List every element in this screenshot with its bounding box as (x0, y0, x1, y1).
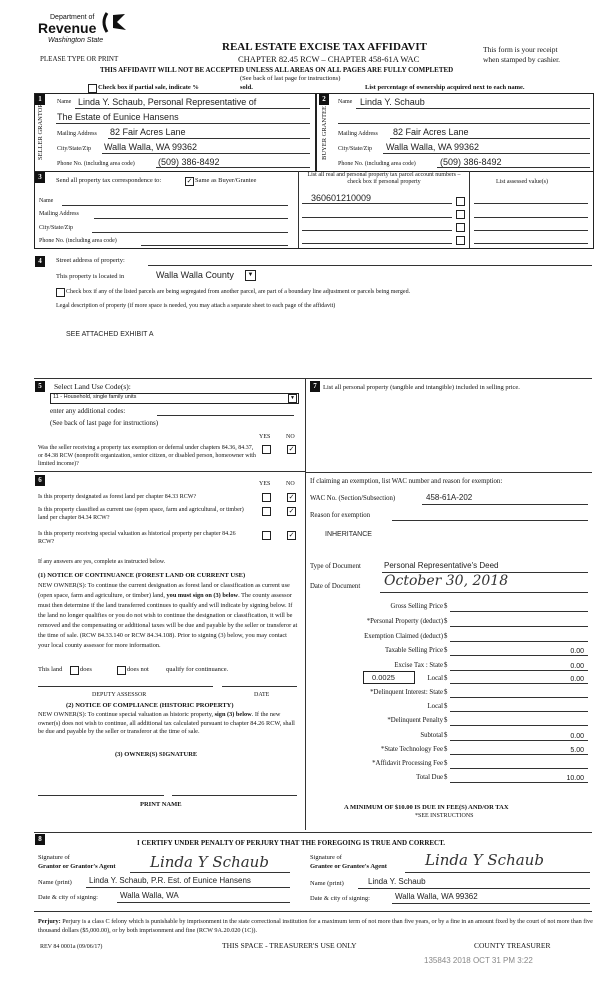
minimum-due-note: A MINIMUM OF $10.00 IS DUE IN FEE(S) AND/OR TAX (344, 804, 509, 811)
logo-line3: Washington State (48, 37, 104, 44)
tax-row-value: 5.00 (570, 747, 584, 754)
land-use-value: 11 - Household, single family units (53, 394, 137, 400)
historic-yes-checkbox[interactable] (262, 531, 271, 540)
section-number-5: 5 (35, 381, 45, 392)
parcel-header: List all real and personal property tax parcel account numbers – check box if personal property (307, 172, 461, 185)
tax-row-label: Subtotal (420, 732, 443, 739)
seller-mail[interactable]: 82 Fair Acres Lane (110, 127, 186, 137)
same-as-buyer-checkbox[interactable]: ✓ (186, 177, 193, 185)
tax-row-label: *State Technology Fee (380, 746, 443, 753)
seller-mail-label: Mailing Address (57, 131, 97, 137)
tax-row-value: 0.00 (570, 733, 584, 740)
completion-warning: THIS AFFIDAVIT WILL NOT BE ACCEPTED UNLESS ALL AREAS ON ALL PAGES ARE FULLY COMPLETED (100, 66, 454, 74)
sold-label: sold. (240, 84, 253, 91)
grantee-signature[interactable]: Linda Y Schaub (425, 851, 544, 869)
dollar-sign: $ (444, 603, 448, 610)
tax-row-label: Taxable Selling Price (384, 647, 443, 654)
section-number-2: 2 (319, 94, 329, 105)
does-not-qualify-checkbox[interactable] (117, 666, 126, 675)
dollar-sign: $ (444, 717, 448, 724)
section-number-4: 4 (35, 256, 45, 267)
buyer-name[interactable]: Linda Y. Schaub (360, 97, 425, 107)
dollar-sign: $ (444, 732, 448, 739)
tax-row-label: *Delinquent Interest: State (370, 689, 443, 696)
grantor-signature[interactable]: Linda Y Schaub (150, 853, 269, 871)
buyer-phone-label: Phone No. (including area code) (338, 161, 416, 167)
does-qualify-checkbox[interactable] (70, 666, 79, 675)
assessed-header: List assessed value(s) (496, 179, 548, 185)
tax-row-label: *Personal Property (deduct) (366, 618, 443, 625)
buyer-grantee-label: BUYER GRANTEE (321, 106, 328, 160)
county-select[interactable]: Walla Walla County (156, 270, 234, 280)
notice-text: NEW OWNER(S): To continue special valuation as historic property, (38, 711, 214, 718)
please-type: PLEASE TYPE OR PRINT (40, 55, 119, 63)
personal-property-checkbox[interactable] (456, 197, 465, 206)
logo-line2: Revenue (38, 20, 97, 36)
grantee-date-label: Date & city of signing: (310, 895, 370, 902)
claim-exemption-label: If claiming an exemption, list WAC number and reason for exemption: (310, 478, 503, 485)
section-number-8: 8 (35, 834, 45, 845)
exemption-reason[interactable]: INHERITANCE (325, 531, 372, 538)
same-as-buyer-label: Same as Buyer/Grantee (195, 177, 257, 184)
land-use-dropdown-arrow-icon[interactable]: ▼ (288, 394, 297, 403)
no-header: NO (286, 434, 295, 440)
dollar-sign: $ (444, 760, 448, 767)
personal-property-checkbox[interactable] (456, 236, 465, 245)
dollar-sign: $ (444, 703, 448, 710)
current-use-yes-checkbox[interactable] (262, 507, 271, 516)
signature-of-label: Signature of (310, 854, 342, 861)
buyer-name-label: Name (338, 99, 353, 105)
dollar-sign: $ (444, 689, 448, 696)
personal-property-label: List all personal property (tangible and intangible) included in selling price. (323, 384, 520, 391)
see-instructions-note: *SEE INSTRUCTIONS (415, 813, 474, 819)
county-treasurer-label: COUNTY TREASURER (474, 941, 551, 950)
does-not-label: does not (127, 666, 149, 673)
parcel-number[interactable]: 360601210009 (311, 193, 372, 203)
tax-row-field[interactable] (450, 670, 588, 671)
tax-row-value: 0.00 (570, 676, 584, 683)
qualify-label: qualify for continuance. (166, 666, 229, 673)
located-in-label: This property is located in (56, 273, 125, 280)
grantor-agent-label: Grantor or Grantor's Agent (38, 863, 116, 870)
receipt-note-2: when stamped by cashier. (483, 55, 561, 64)
land-use-select[interactable] (50, 393, 299, 404)
tax-row-value: 0.00 (570, 648, 584, 655)
grantor-date-label: Date & city of signing: (38, 894, 98, 901)
personal-property-checkbox[interactable] (456, 210, 465, 219)
land-use-instructions: (See back of last page for instructions) (50, 419, 159, 427)
owner-signature-line[interactable] (38, 795, 164, 796)
exemption-yes-checkbox[interactable] (262, 445, 271, 454)
dollar-sign: $ (444, 662, 448, 669)
street-address-label: Street address of property: (56, 257, 125, 264)
see-back-note: (See back of last page for instructions) (240, 75, 341, 82)
grantee-date-city[interactable]: Walla Walla, WA 99362 (395, 892, 478, 901)
tax-row-field[interactable] (450, 683, 588, 684)
form-chapter: CHAPTER 82.45 RCW – CHAPTER 458-61A WAC (238, 54, 420, 64)
tax-row-field[interactable] (450, 768, 588, 769)
section-number-3: 3 (35, 172, 45, 183)
corr-phone-label: Phone No. (including area code) (39, 238, 117, 244)
doc-type-label: Type of Document (310, 563, 361, 570)
tax-row-field[interactable] (450, 711, 588, 712)
section-number-6: 6 (35, 475, 45, 486)
tax-row-field[interactable] (450, 626, 588, 627)
grantor-name-label: Name (print) (38, 879, 72, 886)
document-type[interactable]: Personal Representative's Deed (384, 561, 499, 570)
document-date[interactable]: October 30, 2018 (384, 573, 509, 589)
grantee-name-label: Name (print) (310, 880, 344, 887)
tax-row-value: 10.00 (566, 775, 584, 782)
corr-mail-label: Mailing Address (39, 211, 79, 217)
section-number-7: 7 (310, 381, 320, 392)
tax-row-label: Total Due (416, 774, 443, 781)
seller-name-line1[interactable]: Linda Y. Schaub, Personal Representative of (78, 97, 257, 107)
wac-label: WAC No. (Section/Subsection) (310, 495, 396, 502)
notice-text: . The county assessor must then determine if the land transferred continues to qualify and will indicate by signing below. If the land no longer qualifies or you do not wish to continue the designation or classification, it will be removed and the compensating or additional taxes will be due and payable by the seller or transferor at the time of sale. (RCW 84.33.140 or RCW 84.34.108). Prior to signing (3) below, you may contact your local county assessor for more information. (38, 592, 298, 649)
land-use-label: Select Land Use Code(s): (54, 382, 131, 391)
tax-row-field[interactable] (450, 754, 588, 755)
yes-header: YES (259, 434, 271, 440)
tax-row-value: 0.00 (570, 663, 584, 670)
notice-continuance-text (38, 581, 300, 651)
dollar-sign: $ (444, 647, 448, 654)
additional-codes-label: enter any additional codes: (50, 407, 126, 415)
notice-emphasis: you must sign on (3) below (166, 592, 239, 599)
logo-line1: Department of (50, 14, 95, 21)
dollar-sign: $ (444, 618, 448, 625)
dollar-sign: $ (444, 774, 448, 781)
tax-row-label: Local (427, 675, 443, 682)
buyer-city[interactable]: Walla Walla, WA 99362 (386, 142, 480, 152)
owner-signature-line[interactable] (172, 795, 297, 796)
tax-row-label: *Affidavit Processing Fee (372, 760, 443, 767)
dollar-sign: $ (444, 633, 448, 640)
segregate-label: Check box if any of the listed parcels are being segregated from another parcel, are part of a boundary line adjustment or parcels being merged. (66, 289, 411, 295)
notice-text: NEW OWNER(S): To continue the current designation as forest land or classification as current use (open space, farm and agriculture, or timber) land, (38, 582, 290, 599)
personal-property-checkbox[interactable] (456, 223, 465, 232)
doc-date-label: Date of Document (310, 583, 361, 590)
grantor-print-name[interactable]: Linda Y. Schaub, P.R. Est. of Eunice Hansens (89, 876, 251, 885)
perjury-text: Perjury is a class C felony which is punishable by imprisonment in the state correctional institution for a maximum term of not more than five years, or by a fine in an amount fixed by the court of not more than five thousand dollars ($5,000.00), or by both imprisonment and fine (RCW 9A.20.020 (1C)). (38, 918, 593, 934)
forest-land-question: Is this property designated as forest land per chapter 84.33 RCW? (38, 494, 197, 500)
tax-row-label: Excise Tax : State (394, 662, 443, 669)
notice-text: . If the new owner(s) does not wish to continue, all additional tax calculated pursuant to chapter 84.26 RCW, shall be due and payable by the seller or transferor at the time of sale. (38, 711, 295, 735)
historic-question: Is this property receiving special valuation as historical property per chapter 84.26 RCW? (38, 531, 236, 545)
seller-city-label: City/State/Zip (57, 146, 91, 152)
notice-compliance-title: (2) NOTICE OF COMPLIANCE (HISTORIC PROPERTY) (66, 702, 234, 709)
owner-signature-label: (3) OWNER(S) SIGNATURE (115, 751, 198, 758)
legal-description-label: Legal description of property (if more space is needed, you may attach a separate sheet to each page of the affidavit) (56, 303, 336, 309)
exemption-no-checkbox[interactable]: ✓ (288, 445, 295, 453)
dollar-sign: $ (444, 675, 448, 682)
buyer-city-label: City/State/Zip (338, 146, 372, 152)
seller-city[interactable]: Walla Walla, WA 99362 (104, 142, 198, 152)
perjury-notice (38, 917, 594, 935)
tax-row-label: Local (427, 703, 443, 710)
deputy-assessor-label: DEPUTY ASSESSOR (92, 692, 147, 698)
tax-row-field[interactable] (450, 740, 588, 741)
date-label: DATE (254, 692, 270, 698)
does-label: does (80, 666, 92, 673)
if-yes-note: If any answers are yes, complete as instructed below. (38, 559, 166, 565)
tax-row-field[interactable] (450, 697, 588, 698)
segregate-checkbox[interactable] (56, 288, 65, 297)
forest-no-checkbox[interactable]: ✓ (288, 493, 295, 501)
legal-description[interactable]: SEE ATTACHED EXHIBIT A (66, 331, 154, 338)
receipt-note-1: This form is your receipt (483, 45, 558, 54)
local-rate: 0.0025 (372, 673, 395, 682)
reason-label: Reason for exemption (310, 512, 371, 519)
notice-compliance-text (38, 711, 300, 737)
tax-row-field[interactable] (450, 725, 588, 726)
wac-number[interactable]: 458-61A-202 (426, 493, 473, 502)
certification-statement: I CERTIFY UNDER PENALTY OF PERJURY THAT THE FOREGOING IS TRUE AND CORRECT. (137, 839, 446, 847)
print-name-label: PRINT NAME (140, 801, 182, 808)
send-correspondence-label: Send all property tax correspondence to: (56, 177, 162, 184)
notice-continuance-title: (1) NOTICE OF CONTINUANCE (FOREST LAND OR CURRENT USE) (38, 572, 246, 579)
seller-grantor-label: SELLER GRANTOR (37, 103, 44, 160)
seller-name-line2[interactable]: The Estate of Eunice Hansens (57, 112, 179, 122)
this-land-label: This land (38, 666, 63, 673)
buyer-phone[interactable]: (509) 386-8492 (440, 157, 502, 167)
form-revision: REV 84 0001a (09/06/17) (40, 944, 103, 950)
grantor-date-city[interactable]: Walla Walla, WA (120, 891, 179, 900)
exemption-question: Was the seller receiving a property tax exemption or deferral under chapters 84.36, 84.37, or 84.38 RCW (nonprofit organization, senior citizen, or disabled person, homeowner with limited income)? (38, 445, 256, 467)
seller-phone-label: Phone No. (including area code) (57, 161, 135, 167)
current-use-no-checkbox[interactable]: ✓ (288, 507, 295, 515)
tax-row-label: *Delinquent Penalty (387, 717, 443, 724)
dor-logo-mark-icon (99, 10, 129, 34)
buyer-mail-label: Mailing Address (338, 131, 378, 137)
no-header: NO (286, 481, 295, 487)
grantee-print-name[interactable]: Linda Y. Schaub (368, 877, 426, 886)
dollar-sign: $ (444, 746, 448, 753)
county-dropdown-arrow-icon[interactable]: ▼ (245, 270, 256, 281)
corr-city-label: City/State/Zip (39, 225, 73, 231)
partial-sale-checkbox[interactable] (88, 84, 97, 93)
seller-phone[interactable]: (509) 386-8492 (158, 157, 220, 167)
tax-row-field[interactable] (450, 611, 588, 612)
buyer-mail[interactable]: 82 Fair Acres Lane (393, 127, 469, 137)
yes-header: YES (259, 481, 271, 487)
tax-row-label: Gross Selling Price (390, 603, 443, 610)
form-title: REAL ESTATE EXCISE TAX AFFIDAVIT (222, 41, 427, 53)
notice-emphasis: sign (3) below (214, 711, 252, 718)
tax-row-field[interactable] (450, 641, 588, 642)
signature-of-label: Signature of (38, 854, 70, 861)
grantee-agent-label: Grantee or Grantee's Agent (310, 863, 387, 870)
receipt-stamp: 135843 2018 OCT 31 PM 3:22 (424, 956, 533, 965)
local-rate-box[interactable] (363, 671, 415, 684)
tax-row-field[interactable] (450, 655, 588, 656)
tax-row-label: Exemption Claimed (deduct) (364, 633, 443, 640)
corr-name-label: Name (39, 198, 54, 204)
forest-yes-checkbox[interactable] (262, 493, 271, 502)
ownership-percent-note: List percentage of ownership acquired next to each name. (365, 84, 525, 91)
treasurer-use-label: THIS SPACE - TREASURER'S USE ONLY (222, 941, 357, 950)
seller-name-label: Name (57, 99, 72, 105)
section-number-1: 1 (35, 94, 45, 105)
tax-row-field[interactable] (450, 782, 588, 783)
current-use-question: Is this property classified as current use (open space, farm and agricultural, or timber) land per chapter 84.34 RCW? (38, 507, 244, 521)
historic-no-checkbox[interactable]: ✓ (288, 531, 295, 539)
perjury-heading: Perjury: (38, 918, 61, 925)
partial-sale-label: Check box if partial sale, indicate % (98, 84, 199, 91)
